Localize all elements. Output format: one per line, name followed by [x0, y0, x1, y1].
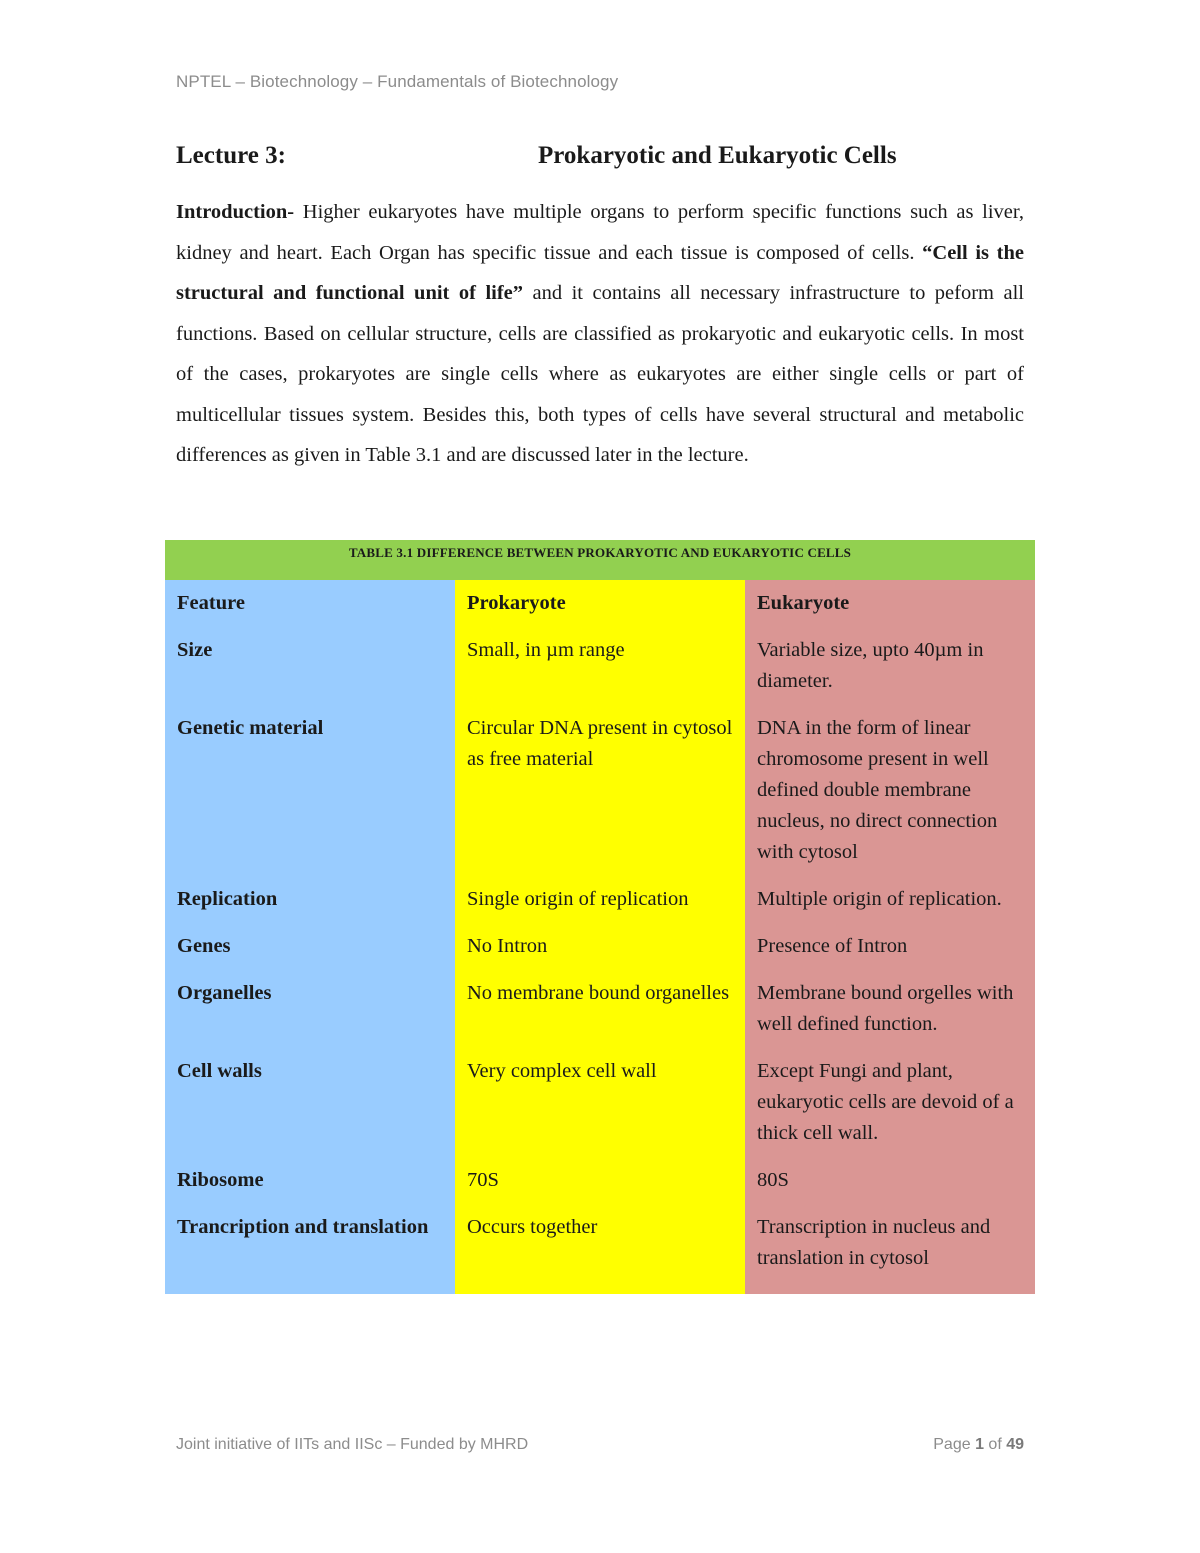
prokaryote-cell: 70S: [455, 1163, 745, 1210]
page-total: 49: [1006, 1436, 1024, 1453]
table-caption: TABLE 3.1 DIFFERENCE BETWEEN PROKARYOTIC AND EUKARYOTIC CELLS: [165, 540, 1035, 580]
header-eukaryote: Eukaryote: [745, 580, 1035, 633]
feature-cell: Trancription and translation: [165, 1210, 455, 1294]
table-caption-row: [165, 540, 1035, 580]
page-current: 1: [975, 1436, 984, 1453]
prokaryote-cell: Circular DNA present in cytosol as free material: [455, 711, 745, 882]
feature-cell: Genes: [165, 929, 455, 976]
prokaryote-cell: No membrane bound organelles: [455, 976, 745, 1054]
eukaryote-cell: Membrane bound orgelles with well defined function.: [745, 976, 1035, 1054]
table-row: [165, 929, 1035, 976]
feature-cell: Genetic material: [165, 711, 455, 882]
lecture-heading: [176, 142, 1026, 176]
cell-definition-quote: “Cell is the structural and functional unit of life”: [176, 241, 1024, 304]
feature-cell: Ribosome: [165, 1163, 455, 1210]
prokaryote-cell: Single origin of replication: [455, 882, 745, 929]
lecture-title: Prokaryotic and Eukaryotic Cells: [538, 142, 897, 169]
eukaryote-cell: DNA in the form of linear chromosome present in well defined double membrane nucleus, no direct connection with cytosol: [745, 711, 1035, 882]
introduction-label: Introduction-: [176, 201, 295, 223]
eukaryote-cell: Transcription in nucleus and translation in cytosol: [745, 1210, 1035, 1294]
introduction-paragraph: [176, 192, 1024, 476]
header-prokaryote: Prokaryote: [455, 580, 745, 633]
prokaryote-cell: Small, in µm range: [455, 633, 745, 711]
page-label: Page: [933, 1436, 976, 1453]
page-number: [933, 1436, 1024, 1454]
feature-cell: Size: [165, 633, 455, 711]
feature-cell: Replication: [165, 882, 455, 929]
table-row: [165, 1210, 1035, 1294]
table-row: [165, 711, 1035, 882]
prokaryote-cell: Very complex cell wall: [455, 1054, 745, 1163]
lecture-number: Lecture 3:: [176, 142, 286, 169]
table-header-row: [165, 580, 1035, 633]
table-row: [165, 882, 1035, 929]
eukaryote-cell: 80S: [745, 1163, 1035, 1210]
table-row: [165, 976, 1035, 1054]
page-of: of: [983, 1436, 1007, 1453]
introduction-text-2: and it contains all necessary infrastructure to peform all functions. Based on cellular structure, cells are classified as prokaryotic and eukaryotic cells. In most of the cases, prokaryotes are single cells where as eukaryotes are either single cells or part of multicellular tissues system. Besides this, both types of cells have several structural and metabolic differences as given in Table 3.1 and are discussed later in the lecture.: [176, 282, 1024, 466]
introduction-text-1: Higher eukaryotes have multiple organs to perform specific functions such as liver, kidney and heart. Each Organ has specific tissue and each tissue is composed of cells.: [176, 201, 1024, 264]
eukaryote-cell: Except Fungi and plant, eukaryotic cells are devoid of a thick cell wall.: [745, 1054, 1035, 1163]
eukaryote-cell: Presence of Intron: [745, 929, 1035, 976]
running-header: NPTEL – Biotechnology – Fundamentals of Biotechnology: [176, 72, 619, 91]
feature-cell: Organelles: [165, 976, 455, 1054]
table-row: [165, 633, 1035, 711]
header-feature: Feature: [165, 580, 455, 633]
eukaryote-cell: Multiple origin of replication.: [745, 882, 1035, 929]
table-row: [165, 1054, 1035, 1163]
feature-cell: Cell walls: [165, 1054, 455, 1163]
comparison-table: [165, 540, 1035, 1294]
prokaryote-cell: No Intron: [455, 929, 745, 976]
prokaryote-cell: Occurs together: [455, 1210, 745, 1294]
eukaryote-cell: Variable size, upto 40µm in diameter.: [745, 633, 1035, 711]
table-row: [165, 1163, 1035, 1210]
running-footer: Joint initiative of IITs and IISc – Funded by MHRD: [176, 1436, 529, 1453]
